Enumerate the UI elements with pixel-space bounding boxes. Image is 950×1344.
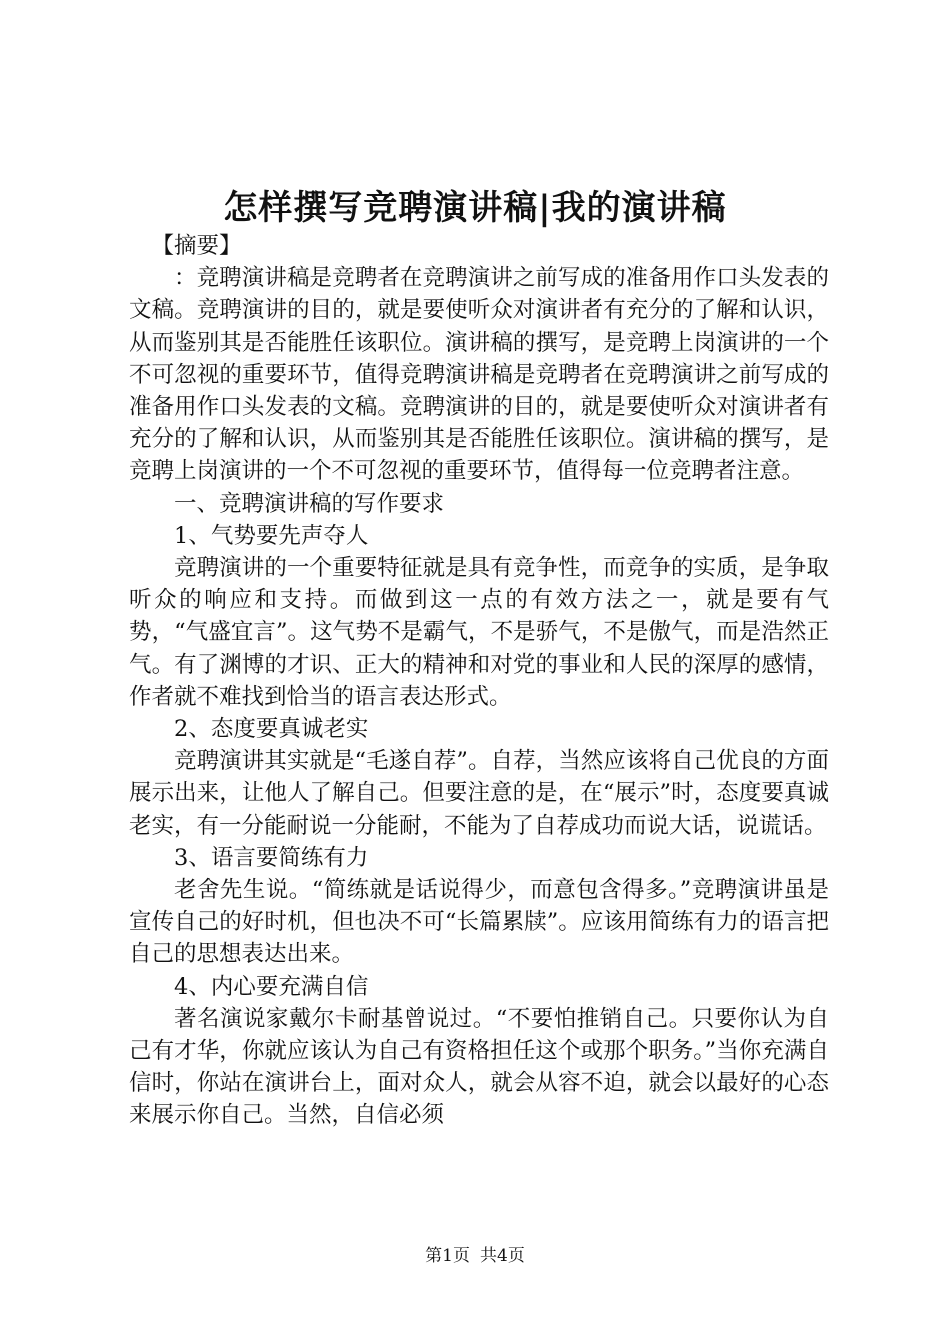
body-paragraph: 老舍先生说。“简练就是话说得少，而意包含得多。”竞聘演讲虽是宣传自己的好时机，但也决不可“长篇累牍”。应该用简练有力的语言把自己的思想表达出来。 [129, 877, 829, 968]
subsection-heading: 4、内心要充满自信 [174, 973, 369, 1000]
page-footer [0, 1244, 950, 1268]
abstract-paragraph: ：竞聘演讲稿是竞聘者在竞聘演讲之前写成的准备用作口头发表的文稿。竞聘演讲的目的，就是要使听众对演讲者有充分的了解和认识，从而鉴别其是否能胜任该职位。演讲稿的撰写，是竞聘上岗演讲的一个不可忽视的重要环节，值得竞聘演讲稿是竞聘者在竞聘演讲之前写成的准备用作口头发表的文稿。竞聘演讲的目的，就是要使听众对演讲者有充分的了解和认识，从而鉴别其是否能胜任该职位。演讲稿的撰写，是竞聘上岗演讲的一个不可忽视的重要环节，值得每一位竞聘者注意。 [129, 265, 829, 485]
document-title: 怎样撰写竞聘演讲稿|我的演讲稿 [223, 188, 727, 228]
body-paragraph: 竞聘演讲的一个重要特征就是具有竞争性，而竞争的实质，是争取听众的响应和支持。而做到这一点的有效方法之一，就是要有气势，“气盛宜言”。这气势不是霸气，不是骄气，不是傲气，而是浩然正气。有了渊博的才识、正大的精神和对党的事业和人民的深厚的感情，作者就不难找到恰当的语言表达形式。 [129, 555, 829, 710]
page-total: 共4页 [480, 1246, 525, 1266]
subsection-heading: 3、语言要简练有力 [174, 844, 369, 871]
abstract-label: 【摘要】 [151, 233, 242, 259]
subsection-heading: 1、气势要先声夺人 [174, 522, 369, 549]
section-heading: 一、竞聘演讲稿的写作要求 [174, 490, 445, 517]
page-number: 第1页 [425, 1246, 470, 1266]
subsection-heading: 2、态度要真诚老实 [174, 716, 369, 743]
document-body [129, 230, 829, 1132]
body-paragraph: 著名演说家戴尔卡耐基曾说过。“不要怕推销自己。只要你认为自己有才华，你就应该认为自己有资格担任这个或那个职务。”当你充满自信时，你站在演讲台上，面对众人，就会从容不迫，就会以最好的心态来展示你自己。当然，自信必须 [129, 1005, 829, 1129]
body-paragraph: 竞聘演讲其实就是“毛遂自荐”。自荐，当然应该将自己优良的方面展示出来，让他人了解自己。但要注意的是，在“展示”时，态度要真诚老实，有一分能耐说一分能耐，不能为了自荐成功而说大话，说谎话。 [129, 748, 829, 839]
